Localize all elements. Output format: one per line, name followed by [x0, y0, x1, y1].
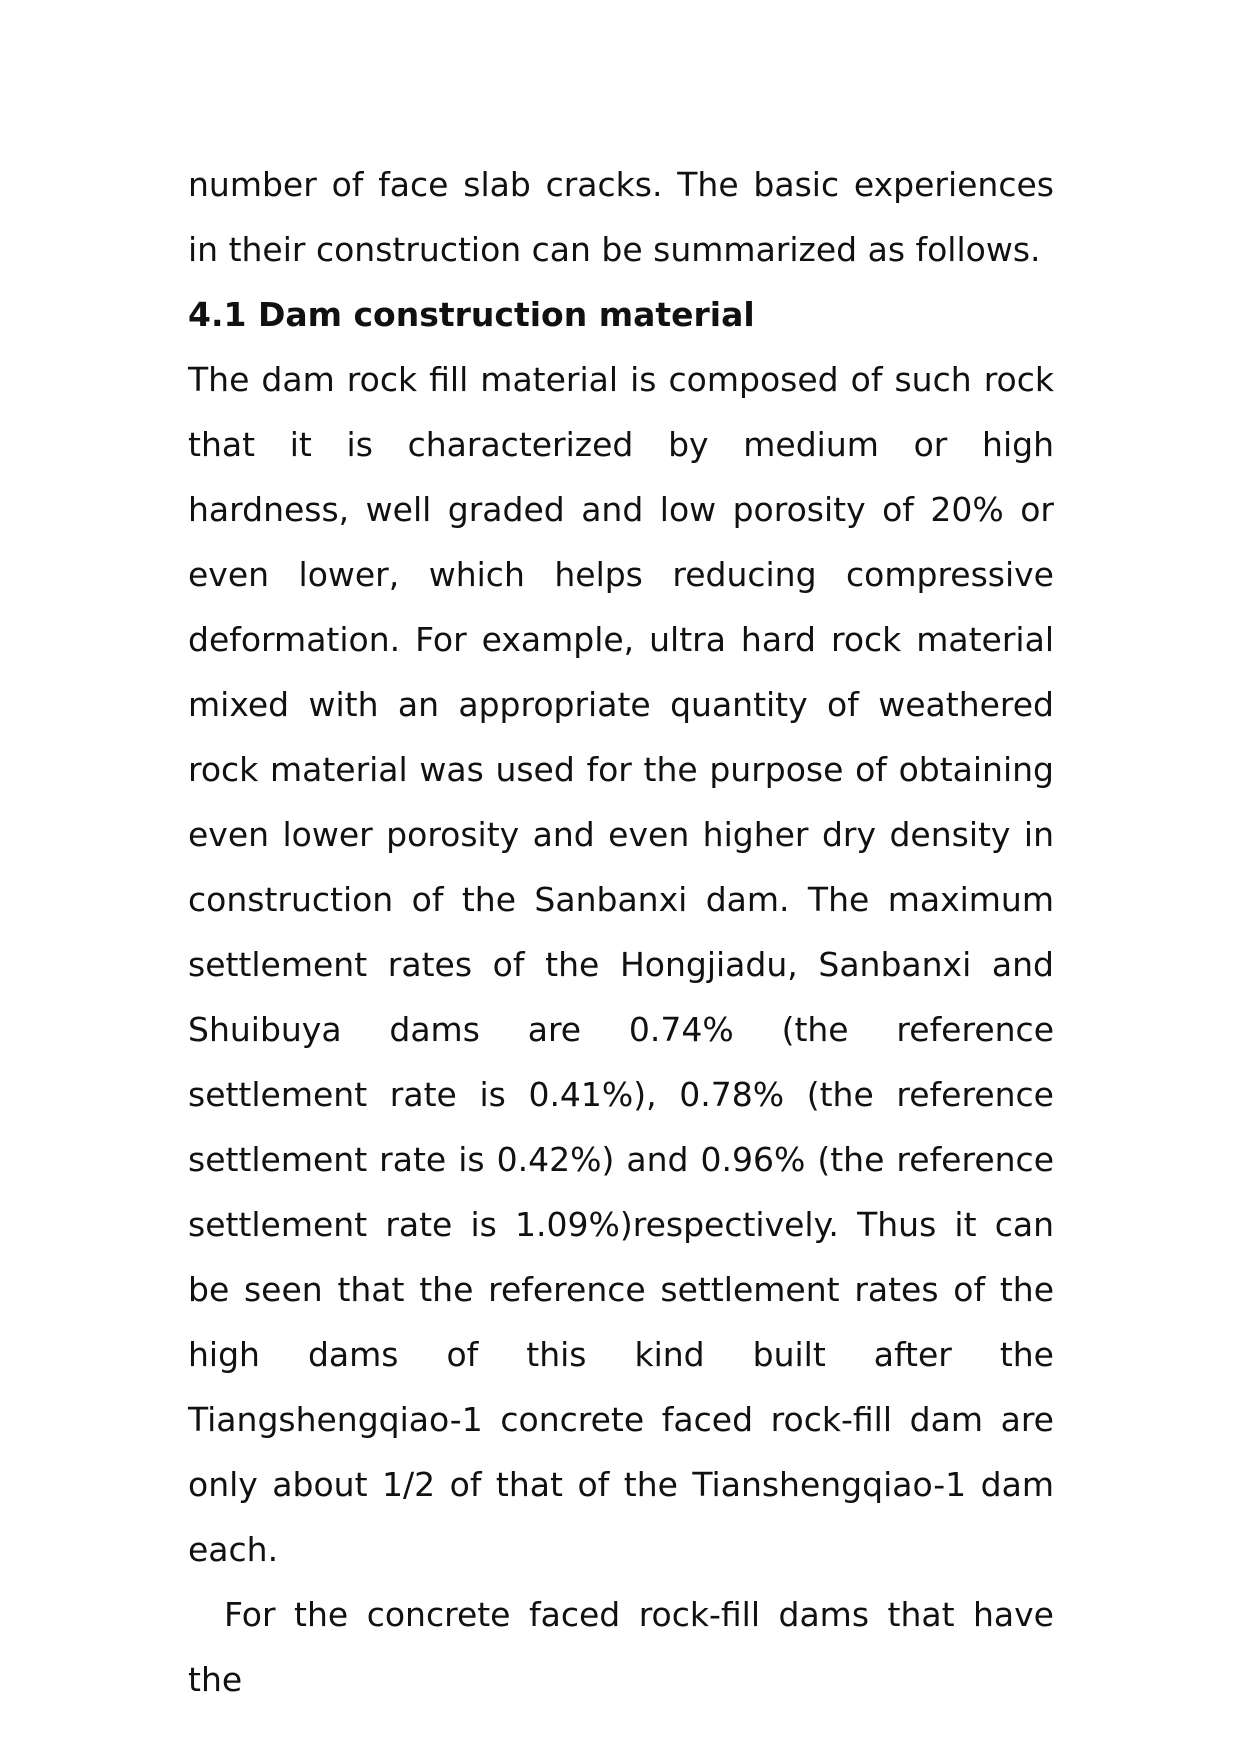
- document-page: [188, 152, 1054, 1712]
- paragraph-main: The dam rock fill material is composed of such rock that it is characterized by medium or high hardness, well graded and low porosity of 20% or even lower, which helps reducing compressive deformation. For example, ultra hard rock material mixed with an appropriate quantity of weathered rock material was used for the purpose of obtaining even lower porosity and even higher dry density in construction of the Sanbanxi dam. The maximum settlement rates of the Hongjiadu, Sanbanxi and Shuibuya dams are 0.74% (the reference settlement rate is 0.41%), 0.78% (the reference settlement rate is 0.42%) and 0.96% (the reference settlement rate is 1.09%)respectively. Thus it can be seen that the reference settlement rates of the high dams of this kind built after the Tiangshengqiao-1 concrete faced rock-fill dam are only about 1/2 of that of the Tianshengqiao-1 dam each.: [188, 360, 1054, 1569]
- paragraph-continued: number of face slab cracks. The basic experiences in their construction can be summarized as follows.: [188, 165, 1054, 269]
- section-heading: 4.1 Dam construction material: [188, 295, 755, 334]
- paragraph-next: For the concrete faced rock-fill dams that have the: [188, 1595, 1054, 1699]
